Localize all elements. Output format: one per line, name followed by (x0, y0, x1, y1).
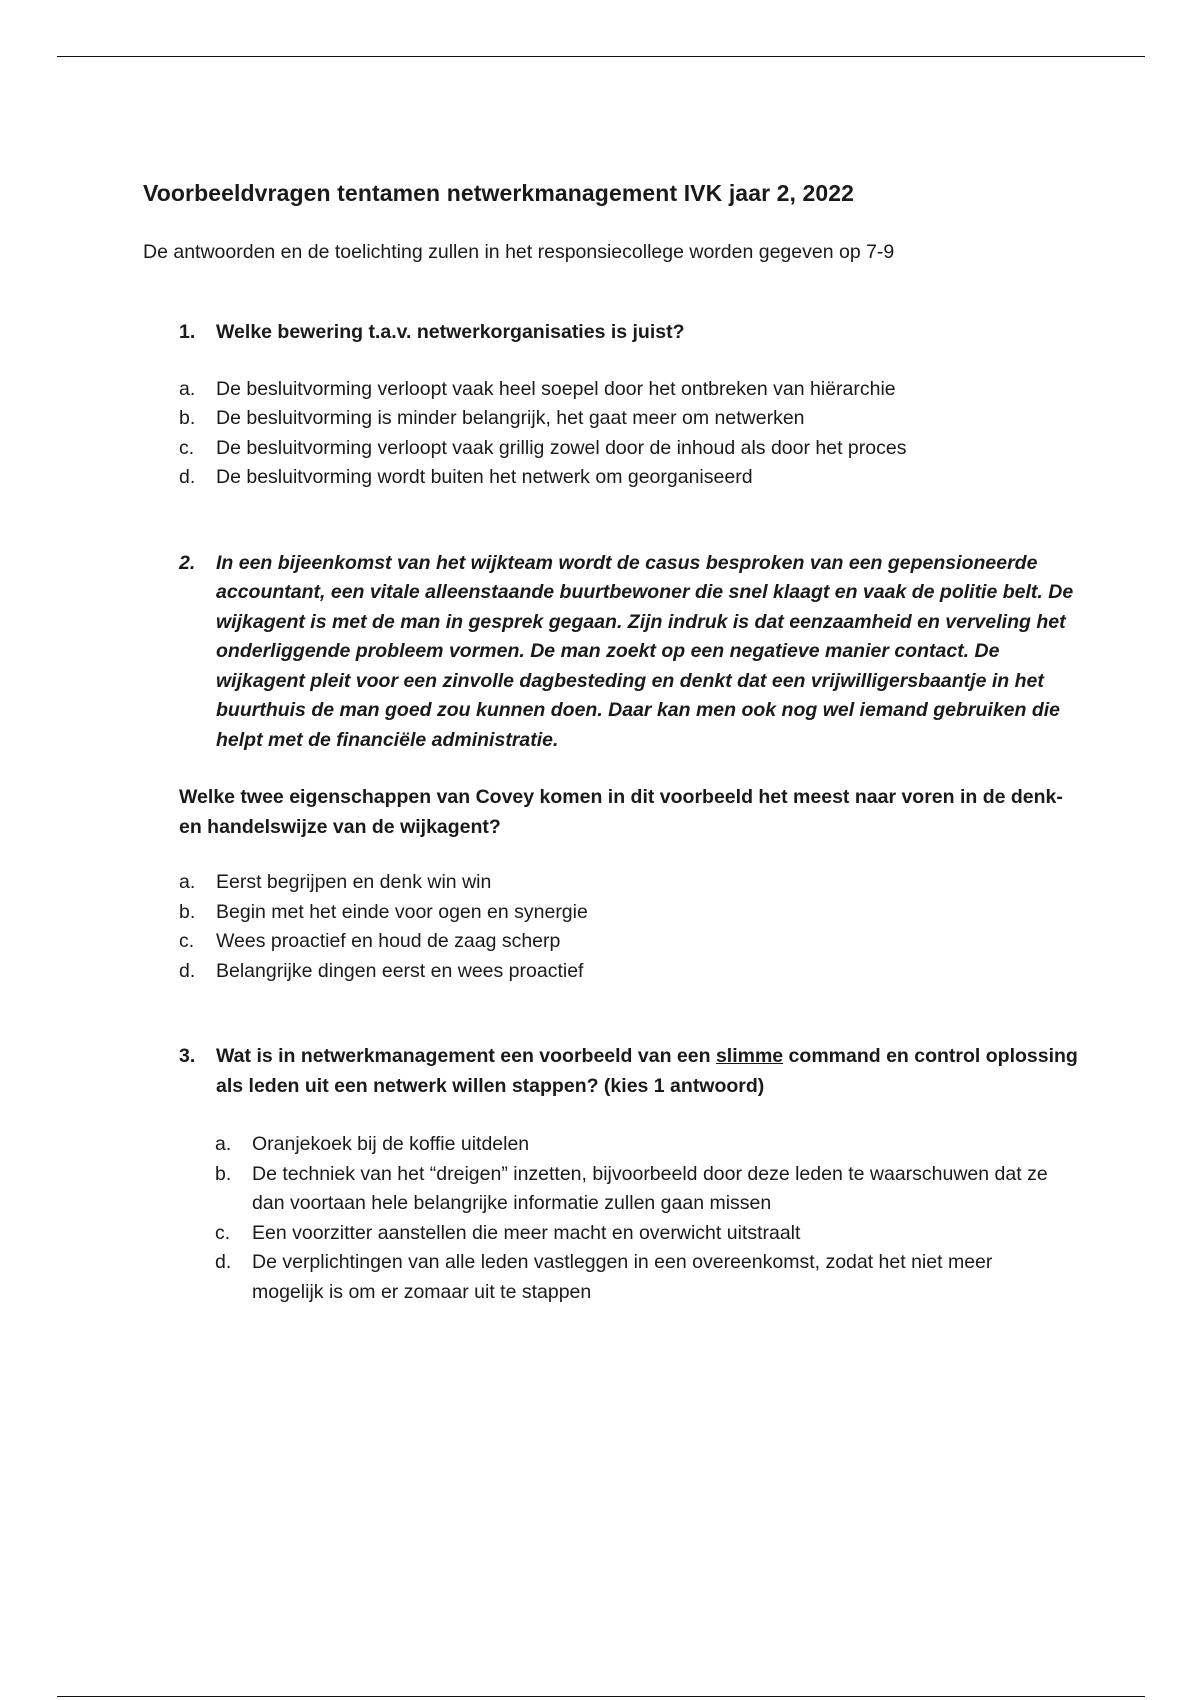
underlined-word: slimme (715, 1045, 784, 1067)
question-2-options (143, 868, 1083, 986)
question-2-case: 2. In een bijeenkomst van het wijkteam wordt de casus besproken van een gepensioneerde accountant, een vitale alleenstaande buurtbewoner die snel klaagt en vaak de politie belt. De wijkagent is met de man in gesprek gegaan. Zijn indruk is dat eenzaamheid en verveling het onderliggende probleem vormen. De man zoekt op een negatieve manier contact. De wijkagent pleit voor een zinvolle dagbesteding en denkt dat een vrijwilligersbaantje in het buurthuis de man goed zou kunnen doen. Daar kan men ook nog wel iemand gebruiken die helpt met de financiële administratie. (143, 549, 1083, 756)
option-2a: a. Eerst begrijpen en denk win win (179, 871, 492, 893)
option-3d: d. De verplichtingen van alle leden vastleggen in een overeenkomst, zodat het niet meer mogelijk is om er zomaar uit te stappen (215, 1251, 993, 1303)
option-1c: c. De besluitvorming verloopt vaak grillig zowel door de inhoud als door het proces (179, 436, 907, 459)
option-2d: d. Belangrijke dingen eerst en wees proactief (179, 959, 584, 982)
option-3a: a. Oranjekoek bij de koffie uitdelen (215, 1133, 530, 1155)
question-2 (143, 549, 1083, 987)
option-1b: b. De besluitvorming is minder belangrijk, het gaat meer om netwerken (179, 407, 805, 429)
option-1d: d. De besluitvorming wordt buiten het netwerk om georganiseerd (179, 466, 753, 488)
question-3-options (143, 1130, 1083, 1307)
document-body (143, 178, 1083, 1307)
question-1 (143, 318, 1083, 493)
footer-rule (57, 1696, 1145, 1697)
question-3 (143, 1042, 1083, 1307)
option-1a: a. De besluitvorming verloopt vaak heel soepel door het ontbreken van hiërarchie (179, 377, 896, 400)
question-2-text: Welke twee eigenschappen van Covey komen in dit voorbeeld het meest naar voren in de denk-en handelswijze van de wijkagent? (179, 786, 1063, 838)
intro-text: De antwoorden en de toelichting zullen in het responsiecollege worden gegeven op 7-9 (143, 241, 895, 263)
option-3b: b. De techniek van het “dreigen” inzetten, bijvoorbeeld door deze leden te waarschuwen dat ze dan voortaan hele belangrijke informatie zullen gaan missen (215, 1162, 1048, 1214)
question-3-number: 3. (179, 1045, 196, 1067)
document-title: Voorbeeldvragen tentamen netwerkmanagement IVK jaar 2, 2022 (143, 180, 855, 206)
header-rule (57, 56, 1145, 57)
question-1-number: 1. (179, 321, 196, 343)
question-3-text: 3. Wat is in netwerkmanagement een voorbeeld van een slimme command en control oplossing als leden uit een netwerk willen stappen? (kies 1 antwoord) (143, 1042, 1083, 1101)
question-1-text: 1. Welke bewering t.a.v. netwerkorganisaties is juist? (143, 318, 1083, 348)
option-3c: c. Een voorzitter aanstellen die meer macht en overwicht uitstraalt (215, 1221, 801, 1244)
option-2c: c. Wees proactief en houd de zaag scherp (179, 930, 561, 952)
question-1-options (143, 375, 1083, 493)
question-2-number: 2. (179, 551, 196, 574)
option-2b: b. Begin met het einde voor ogen en synergie (179, 900, 588, 923)
